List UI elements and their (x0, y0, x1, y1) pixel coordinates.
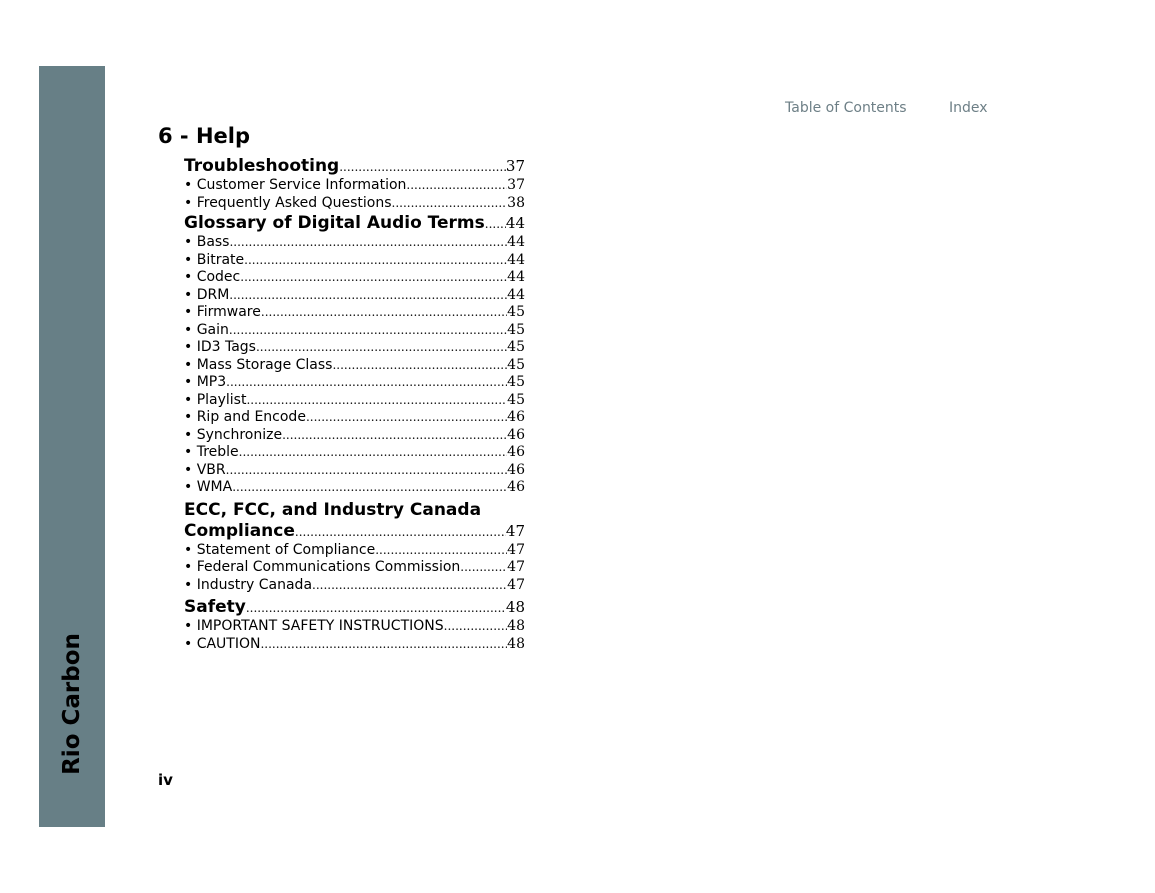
toc-item[interactable]: • Rip and Encode ..... 46 (184, 409, 525, 427)
toc-item[interactable]: • Statement of Compliance ..... 47 (184, 542, 525, 560)
toc-item[interactable]: • Frequently Asked Questions ..... 38 (184, 195, 525, 213)
toc-item[interactable]: • CAUTION ..... 48 (184, 636, 525, 654)
toc-heading[interactable]: Glossary of Digital Audio Terms ..... 44 (184, 213, 525, 234)
toc-item[interactable]: • DRM ..... 44 (184, 287, 525, 305)
toc-item[interactable]: • Synchronize ..... 46 (184, 427, 525, 445)
manual-title: Rio Carbon (59, 633, 85, 775)
toc-item[interactable]: • Playlist ..... 45 (184, 392, 525, 410)
page-number: iv (158, 771, 173, 789)
toc-heading-line1[interactable]: ECC, FCC, and Industry Canada (184, 499, 482, 520)
toc-item[interactable]: • Treble ..... 46 (184, 444, 525, 462)
toc-item[interactable]: • IMPORTANT SAFETY INSTRUCTIONS ..... 48 (184, 618, 525, 636)
toc-heading[interactable]: Safety ..... 48 (184, 597, 525, 618)
toc-item[interactable]: • MP3 ..... 45 (184, 374, 525, 392)
toc-item[interactable]: • Federal Communications Commission ..... 47 (184, 559, 525, 577)
toc-item[interactable]: • Mass Storage Class ..... 45 (184, 357, 525, 375)
toc-item[interactable]: • Codec ..... 44 (184, 269, 525, 287)
toc-heading[interactable]: Troubleshooting ..... 37 (184, 156, 525, 177)
toc-item[interactable]: • Bitrate ..... 44 (184, 252, 525, 270)
toc-item[interactable]: • VBR ..... 46 (184, 462, 525, 480)
toc-item[interactable]: • Firmware ..... 45 (184, 304, 525, 322)
toc-item[interactable]: • Gain ..... 45 (184, 322, 525, 340)
toc-item[interactable]: • WMA ..... 46 (184, 479, 525, 497)
toc-heading[interactable]: Compliance ..... 47 (184, 521, 525, 542)
toc-item[interactable]: • Customer Service Information ..... 37 (184, 177, 525, 195)
toc-item[interactable]: • Bass ..... 44 (184, 234, 525, 252)
table-of-contents-link[interactable]: Table of Contents (785, 100, 907, 116)
index-link[interactable]: Index (949, 100, 988, 116)
toc-item[interactable]: • ID3 Tags ..... 45 (184, 339, 525, 357)
top-nav (785, 100, 988, 116)
chapter-title: 6 - Help (158, 124, 250, 148)
toc-item[interactable]: • Industry Canada ..... 47 (184, 577, 525, 595)
table-of-contents (184, 156, 525, 653)
